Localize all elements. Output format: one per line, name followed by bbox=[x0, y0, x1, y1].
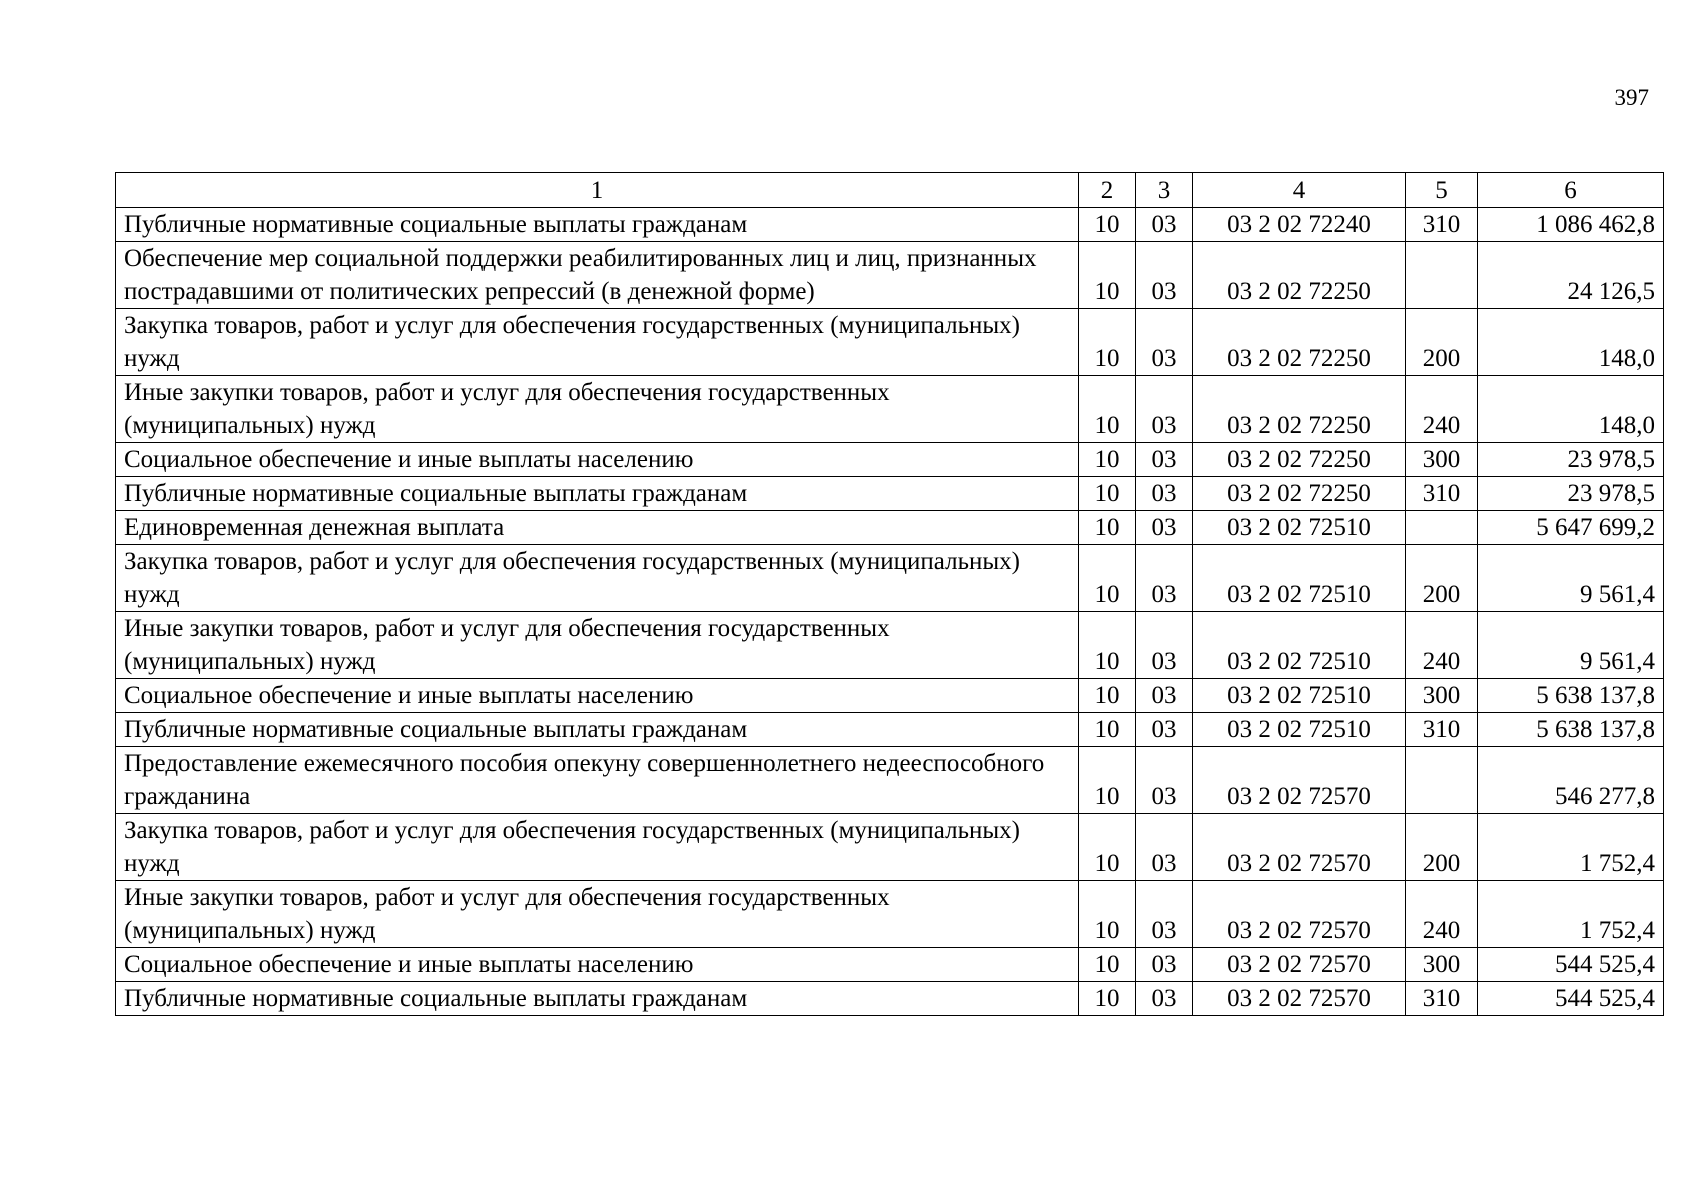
section-cell: 10 bbox=[1079, 612, 1136, 679]
table-row bbox=[116, 477, 1664, 511]
row-name-cell: Закупка товаров, работ и услуг для обеспечения государственных (муниципальных) нужд bbox=[116, 814, 1079, 881]
table-row bbox=[116, 612, 1664, 679]
target-article-cell: 03 2 02 72250 bbox=[1193, 477, 1406, 511]
table-row bbox=[116, 881, 1664, 948]
target-article-cell: 03 2 02 72570 bbox=[1193, 982, 1406, 1016]
row-name-cell: Публичные нормативные социальные выплаты гражданам bbox=[116, 713, 1079, 747]
amount-cell: 1 086 462,8 bbox=[1478, 208, 1664, 242]
table-row bbox=[116, 747, 1664, 814]
row-name-cell: Иные закупки товаров, работ и услуг для обеспечения государственных (муниципальных) нужд bbox=[116, 376, 1079, 443]
target-article-cell: 03 2 02 72570 bbox=[1193, 814, 1406, 881]
amount-cell: 546 277,8 bbox=[1478, 747, 1664, 814]
target-article-cell: 03 2 02 72510 bbox=[1193, 612, 1406, 679]
section-cell: 10 bbox=[1079, 443, 1136, 477]
expense-type-cell: 240 bbox=[1406, 376, 1478, 443]
section-cell: 10 bbox=[1079, 376, 1136, 443]
target-article-cell: 03 2 02 72570 bbox=[1193, 881, 1406, 948]
amount-cell: 23 978,5 bbox=[1478, 443, 1664, 477]
row-name-cell: Обеспечение мер социальной поддержки реабилитированных лиц и лиц, признанных пострадавшими от политических репрессий (в денежной форме) bbox=[116, 242, 1079, 309]
row-name-cell: Социальное обеспечение и иные выплаты населению bbox=[116, 679, 1079, 713]
expense-type-cell bbox=[1406, 511, 1478, 545]
expense-type-cell: 200 bbox=[1406, 545, 1478, 612]
subsection-cell: 03 bbox=[1136, 511, 1193, 545]
row-name-cell: Социальное обеспечение и иные выплаты населению bbox=[116, 948, 1079, 982]
subsection-cell: 03 bbox=[1136, 747, 1193, 814]
row-name-cell: Закупка товаров, работ и услуг для обеспечения государственных (муниципальных) нужд bbox=[116, 545, 1079, 612]
section-cell: 10 bbox=[1079, 242, 1136, 309]
subsection-cell: 03 bbox=[1136, 242, 1193, 309]
expense-type-cell: 240 bbox=[1406, 881, 1478, 948]
column-header: 4 bbox=[1193, 173, 1406, 208]
amount-cell: 9 561,4 bbox=[1478, 545, 1664, 612]
table-row bbox=[116, 679, 1664, 713]
table-row bbox=[116, 242, 1664, 309]
amount-cell: 9 561,4 bbox=[1478, 612, 1664, 679]
expense-type-cell: 310 bbox=[1406, 982, 1478, 1016]
target-article-cell: 03 2 02 72510 bbox=[1193, 679, 1406, 713]
subsection-cell: 03 bbox=[1136, 713, 1193, 747]
target-article-cell: 03 2 02 72250 bbox=[1193, 443, 1406, 477]
row-name-cell: Публичные нормативные социальные выплаты гражданам bbox=[116, 477, 1079, 511]
section-cell: 10 bbox=[1079, 881, 1136, 948]
table-header-row bbox=[116, 173, 1664, 208]
expense-type-cell: 300 bbox=[1406, 443, 1478, 477]
row-name-cell: Предоставление ежемесячного пособия опекуну совершеннолетнего недееспособного гражданина bbox=[116, 747, 1079, 814]
table-body bbox=[116, 208, 1664, 1016]
amount-cell: 1 752,4 bbox=[1478, 814, 1664, 881]
subsection-cell: 03 bbox=[1136, 948, 1193, 982]
column-header: 5 bbox=[1406, 173, 1478, 208]
target-article-cell: 03 2 02 72510 bbox=[1193, 511, 1406, 545]
subsection-cell: 03 bbox=[1136, 612, 1193, 679]
amount-cell: 148,0 bbox=[1478, 376, 1664, 443]
amount-cell: 24 126,5 bbox=[1478, 242, 1664, 309]
row-name-cell: Иные закупки товаров, работ и услуг для обеспечения государственных (муниципальных) нужд bbox=[116, 612, 1079, 679]
section-cell: 10 bbox=[1079, 545, 1136, 612]
expense-type-cell: 240 bbox=[1406, 612, 1478, 679]
page-number: 397 bbox=[1614, 85, 1649, 110]
budget-table bbox=[115, 172, 1664, 1016]
target-article-cell: 03 2 02 72570 bbox=[1193, 948, 1406, 982]
table-row bbox=[116, 982, 1664, 1016]
target-article-cell: 03 2 02 72250 bbox=[1193, 376, 1406, 443]
expense-type-cell bbox=[1406, 242, 1478, 309]
amount-cell: 544 525,4 bbox=[1478, 982, 1664, 1016]
row-name-cell: Единовременная денежная выплата bbox=[116, 511, 1079, 545]
expense-type-cell: 200 bbox=[1406, 309, 1478, 376]
table-row bbox=[116, 713, 1664, 747]
expense-type-cell: 300 bbox=[1406, 948, 1478, 982]
target-article-cell: 03 2 02 72250 bbox=[1193, 242, 1406, 309]
subsection-cell: 03 bbox=[1136, 443, 1193, 477]
table-row bbox=[116, 443, 1664, 477]
column-header: 1 bbox=[116, 173, 1079, 208]
column-header: 6 bbox=[1478, 173, 1664, 208]
subsection-cell: 03 bbox=[1136, 309, 1193, 376]
expense-type-cell: 200 bbox=[1406, 814, 1478, 881]
amount-cell: 5 647 699,2 bbox=[1478, 511, 1664, 545]
amount-cell: 23 978,5 bbox=[1478, 477, 1664, 511]
subsection-cell: 03 bbox=[1136, 545, 1193, 612]
subsection-cell: 03 bbox=[1136, 881, 1193, 948]
section-cell: 10 bbox=[1079, 679, 1136, 713]
section-cell: 10 bbox=[1079, 208, 1136, 242]
table-row bbox=[116, 208, 1664, 242]
expense-type-cell bbox=[1406, 747, 1478, 814]
row-name-cell: Публичные нормативные социальные выплаты гражданам bbox=[116, 208, 1079, 242]
table-row bbox=[116, 376, 1664, 443]
table-row bbox=[116, 814, 1664, 881]
expense-type-cell: 310 bbox=[1406, 208, 1478, 242]
row-name-cell: Иные закупки товаров, работ и услуг для обеспечения государственных (муниципальных) нужд bbox=[116, 881, 1079, 948]
subsection-cell: 03 bbox=[1136, 814, 1193, 881]
expense-type-cell: 310 bbox=[1406, 477, 1478, 511]
subsection-cell: 03 bbox=[1136, 208, 1193, 242]
row-name-cell: Закупка товаров, работ и услуг для обеспечения государственных (муниципальных) нужд bbox=[116, 309, 1079, 376]
amount-cell: 5 638 137,8 bbox=[1478, 679, 1664, 713]
table-row bbox=[116, 309, 1664, 376]
table-row bbox=[116, 545, 1664, 612]
subsection-cell: 03 bbox=[1136, 477, 1193, 511]
section-cell: 10 bbox=[1079, 814, 1136, 881]
target-article-cell: 03 2 02 72570 bbox=[1193, 747, 1406, 814]
row-name-cell: Публичные нормативные социальные выплаты гражданам bbox=[116, 982, 1079, 1016]
section-cell: 10 bbox=[1079, 477, 1136, 511]
amount-cell: 5 638 137,8 bbox=[1478, 713, 1664, 747]
subsection-cell: 03 bbox=[1136, 982, 1193, 1016]
amount-cell: 544 525,4 bbox=[1478, 948, 1664, 982]
section-cell: 10 bbox=[1079, 309, 1136, 376]
expense-type-cell: 300 bbox=[1406, 679, 1478, 713]
target-article-cell: 03 2 02 72240 bbox=[1193, 208, 1406, 242]
section-cell: 10 bbox=[1079, 948, 1136, 982]
section-cell: 10 bbox=[1079, 511, 1136, 545]
expense-type-cell: 310 bbox=[1406, 713, 1478, 747]
amount-cell: 1 752,4 bbox=[1478, 881, 1664, 948]
section-cell: 10 bbox=[1079, 747, 1136, 814]
subsection-cell: 03 bbox=[1136, 376, 1193, 443]
section-cell: 10 bbox=[1079, 982, 1136, 1016]
section-cell: 10 bbox=[1079, 713, 1136, 747]
target-article-cell: 03 2 02 72510 bbox=[1193, 713, 1406, 747]
target-article-cell: 03 2 02 72250 bbox=[1193, 309, 1406, 376]
table-row bbox=[116, 511, 1664, 545]
target-article-cell: 03 2 02 72510 bbox=[1193, 545, 1406, 612]
column-header: 3 bbox=[1136, 173, 1193, 208]
row-name-cell: Социальное обеспечение и иные выплаты населению bbox=[116, 443, 1079, 477]
subsection-cell: 03 bbox=[1136, 679, 1193, 713]
amount-cell: 148,0 bbox=[1478, 309, 1664, 376]
table-row bbox=[116, 948, 1664, 982]
column-header: 2 bbox=[1079, 173, 1136, 208]
